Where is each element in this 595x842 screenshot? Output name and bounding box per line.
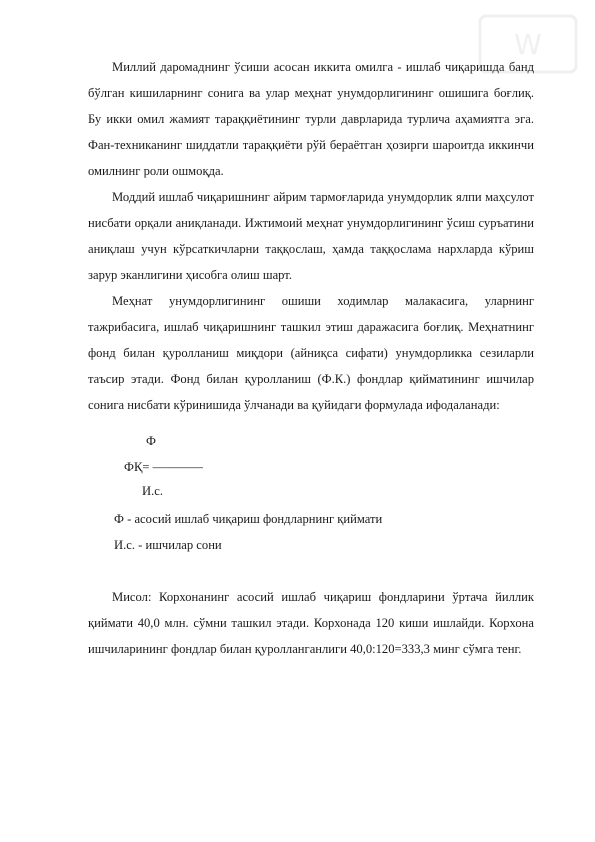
formula-numerator: Ф xyxy=(146,434,156,448)
definition-item: Ф - асосий ишлаб чиқариш фондларнинг қиймати xyxy=(114,512,383,526)
definition-item: И.с. - ишчилар сони xyxy=(114,538,222,552)
formula-lhs: ФҚ= ———— xyxy=(124,460,203,474)
example-paragraph: Мисол: Корхонанинг асосий ишлаб чиқариш фондларини ўртача йиллик қиймати 40,0 млн. сўмни ташкил этади. Корхонада 120 киши ишлайди. Корхона ишчиларининг фондлар билан қуролланганлиги 40,0:120=333,3 минг сўмга тенг. xyxy=(88,590,534,656)
paragraph-1: Миллий даромаднинг ўсиши асосан иккита омилга - ишлаб чиқаришда банд бўлган кишиларнинг сонига ва улар меҳнат унумдорлигининг ошишига боғлиқ. Бу икки омил жамият тараққиётининг турли даврларида турлича аҳамиятга эга. Фан-техниканинг шиддатли тараққиёти рўй бераётган ҳозирги шароитда иккинчи омилнинг роли ошмоқда. xyxy=(88,60,534,178)
formula-denominator: И.с. xyxy=(142,484,163,498)
paragraph-3: Меҳнат унумдорлигининг ошиши ходимлар малакасига, уларнинг тажрибасига, ишлаб чиқаришнинг ташкил этиш даражасига боғлиқ. Меҳнатнинг фонд билан қуролланиш миқдори (айниқса сифати) унумдорликка сезиларли таъсир этади. Фонд билан қуролланиш (Ф.К.) фондлар қийматининг ишчилар сонига нисбати кўринишида ўлчанади ва қуйидаги формулада ифодаланади: xyxy=(88,294,534,412)
paragraph-2: Моддий ишлаб чиқаришнинг айрим тармоғларида унумдорлик ялпи маҳсулот нисбати орқали аниқланади. Ижтимоий меҳнат унумдорлигининг ўсиш суръатини аниқлаш учун кўрсаткичларни таққослаш, ҳамда таққослама нархларда кўриш зарур эканлигини ҳисобга олиш шарт. xyxy=(88,190,534,282)
definitions xyxy=(88,506,534,558)
document-body xyxy=(88,54,534,662)
formula xyxy=(88,428,534,504)
svg-text:W: W xyxy=(514,28,542,61)
